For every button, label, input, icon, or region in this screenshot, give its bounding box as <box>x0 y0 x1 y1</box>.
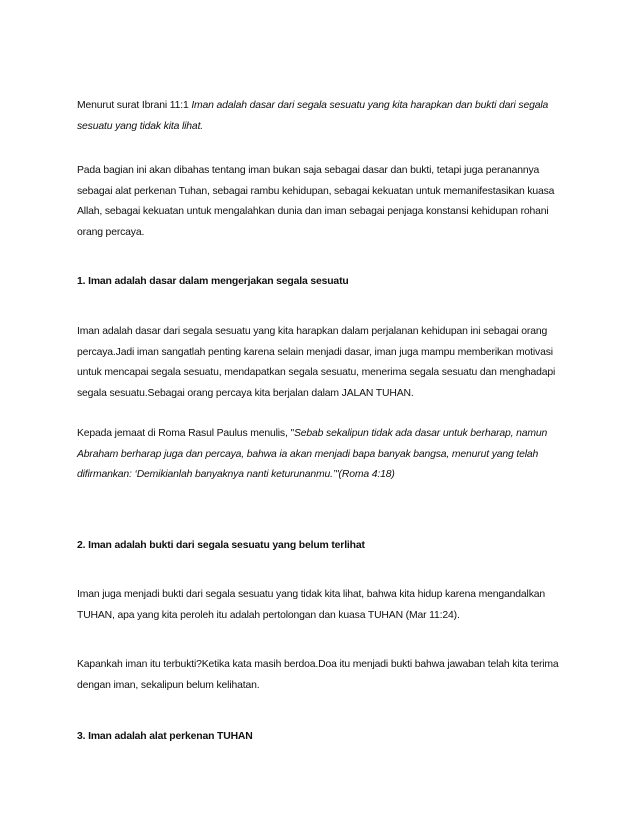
paragraph-romans-quote <box>77 424 567 486</box>
paragraph-faith-foundation: Iman adalah dasar dari segala sesuatu yang kita harapkan dalam perjalanan kehidupan ini sebagai orang percaya.Jadi iman sangatlah penting karena selain menjadi dasar, iman juga mampu memberikan motivasi untuk mencapai segala sesuatu, mendapatkan segala sesuatu, menerima segala sesuatu dan menghadapi segala sesuatu.Sebagai orang percaya kita berjalan dalam JALAN TUHAN. <box>77 326 556 399</box>
section-heading-3: 3. Iman adalah alat perkenan TUHAN <box>77 731 253 742</box>
paragraph-prayer: Kapankah iman itu terbukti?Ketika kata masih berdoa.Doa itu menjadi bukti bahwa jawaban telah kita terima dengan iman, sekalipun belum kelihatan. <box>77 659 559 691</box>
romans-intro-text: Kepada jemaat di Roma Rasul Paulus menulis, " <box>77 428 294 439</box>
section-heading-2: 2. Iman adalah bukti dari segala sesuatu yang belum terlihat <box>77 540 365 551</box>
section-heading-1: 1. Iman adalah dasar dalam mengerjakan segala sesuatu <box>77 276 349 287</box>
paragraph-overview: Pada bagian ini akan dibahas tentang iman bukan saja sebagai dasar dan bukti, tetapi juga peranannya sebagai alat perkenan Tuhan, sebagai rambu kehidupan, sebagai kekuatan untuk memanifestasikan kuasa Allah, sebagai kekuatan untuk mengalahkan dunia dan iman sebagai penjaga konstansi kehidupan rohani orang percaya. <box>77 165 555 238</box>
paragraph-intro-text: Menurut surat Ibrani 11:1 <box>77 100 192 111</box>
romans-quote: Sebab sekalipun tidak ada dasar untuk berharap, namun Abraham berharap juga dan percaya, bahwa ia akan menjadi bapa banyak bangsa, menurut yang telah difirmankan: ‘Demikianlah banyaknya nanti keturunanmu.’"(Roma 4:18) <box>77 428 548 480</box>
paragraph-faith-evidence: Iman juga menjadi bukti dari segala sesuatu yang tidak kita lihat, bahwa kita hidup karena mengandalkan TUHAN, apa yang kita peroleh itu adalah pertolongan dan kuasa TUHAN (Mar 11:24). <box>77 589 546 621</box>
hebrews-quote: Iman adalah dasar dari segala sesuatu yang kita harapkan dan bukti dari segala sesuatu yang tidak kita lihat. <box>77 100 549 132</box>
paragraph-intro <box>77 96 567 137</box>
